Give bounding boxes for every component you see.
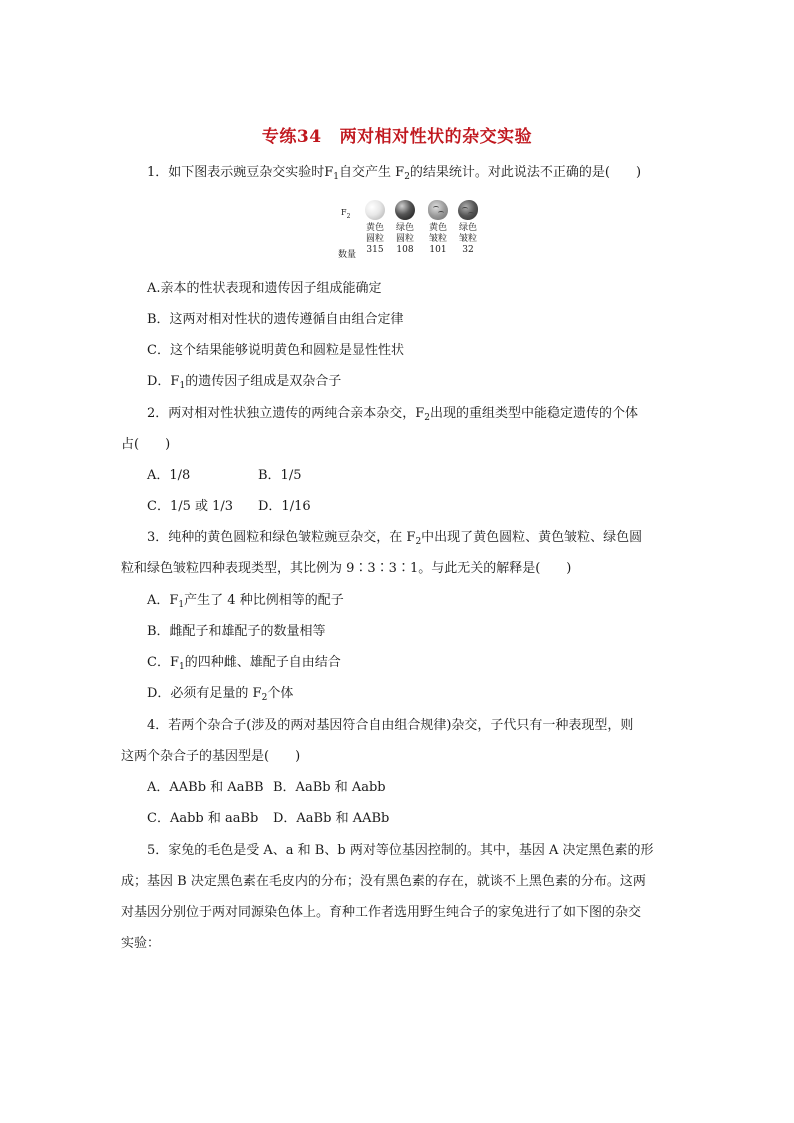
q4-options-row1 bbox=[147, 778, 707, 798]
title-main: 两对相对性状的杂交实验 bbox=[339, 127, 533, 147]
phenotype-yellow-round: 黄色 圆粒 315 bbox=[365, 223, 384, 255]
generation-label: $F_2$ bbox=[341, 208, 351, 220]
q3-option-d: D．必须有足量的 $F_2$个体 bbox=[147, 686, 294, 703]
q4-stem-line2: 这两个杂合子的基因型是( ) bbox=[121, 749, 301, 764]
page-title bbox=[0, 122, 794, 147]
q3-stem-line1: 3．纯种的黄色圆粒和绿色皱粒豌豆杂交，在 $F_2$中出现了黄色圆粒、黄色皱粒、绿色圆 bbox=[147, 530, 643, 547]
q4-options-row2 bbox=[147, 809, 707, 829]
q3-option-c: C．$F_1$的四种雌、雄配子自由结合 bbox=[147, 655, 341, 672]
q2-option-d: D．1/16 bbox=[258, 499, 311, 514]
q2-option-a: A．1/8 bbox=[147, 468, 191, 483]
q1-stem: 1．如下图表示豌豆杂交实验时$F_1$自交产生 $F_2$的结果统计。对此说法不正确的是( ) bbox=[147, 165, 642, 182]
q2-option-b: B．1/5 bbox=[258, 468, 302, 483]
q4-option-b: B．AaBb 和 Aabb bbox=[273, 780, 386, 795]
count-row-label: 数量 bbox=[338, 250, 357, 260]
q5-line1: 5．家兔的毛色是受 A、a 和 B、b 两对等位基因控制的。其中，基因 A 决定黑色素的形 bbox=[147, 843, 654, 858]
q5-line2: 成；基因 B 决定黑色素在毛皮内的分布；没有黑色素的存在，就谈不上黑色素的分布。这两 bbox=[121, 874, 646, 889]
q5-line3: 对基因分别位于两对同源染色体上。育种工作者选用野生纯合子的家兔进行了如下图的杂交 bbox=[121, 905, 642, 920]
q3-stem-line2: 粒和绿色皱粒四种表现类型，其比例为 9∶3∶3∶1。与此无关的解释是( ) bbox=[121, 561, 572, 576]
title-prefix: 专练34 bbox=[261, 127, 322, 147]
q3-option-a: A．$F_1$产生了 4 种比例相等的配子 bbox=[147, 593, 344, 610]
q1-option-b: B．这两对相对性状的遗传遵循自由组合定律 bbox=[147, 312, 404, 327]
q4-option-d: D．AaBb 和 AABb bbox=[273, 811, 390, 826]
green-wrinkled-pea-image bbox=[458, 200, 478, 220]
q2-stem-line1: 2．两对相对性状独立遗传的两纯合亲本杂交，$F_2$出现的重组类型中能稳定遗传的个体 bbox=[147, 406, 639, 423]
yellow-round-pea-image bbox=[365, 200, 385, 220]
q2-options-row1 bbox=[147, 466, 707, 486]
q2-option-c: C．1/5 或 1/3 bbox=[147, 499, 234, 514]
q4-option-c: C．Aabb 和 aaBb bbox=[147, 811, 259, 826]
q1-option-a: A.亲本的性状表现和遗传因子组成能确定 bbox=[147, 281, 382, 296]
phenotype-yellow-wrinkled: 黄色 皱粒 101 bbox=[428, 223, 447, 255]
pea-result-figure bbox=[338, 196, 498, 260]
q4-option-a: A．AABb 和 AaBB bbox=[147, 780, 264, 795]
q4-stem-line1: 4．若两个杂合子(涉及的两对基因符合自由组合规律)杂交，子代只有一种表现型，则 bbox=[147, 718, 634, 733]
green-round-pea-image bbox=[395, 200, 415, 220]
q1-option-d: D．$F_1$的遗传因子组成是双杂合子 bbox=[147, 374, 342, 391]
q3-option-b: B．雌配子和雄配子的数量相等 bbox=[147, 624, 326, 639]
q2-stem-line2: 占( ) bbox=[121, 437, 171, 452]
yellow-wrinkled-pea-image bbox=[428, 200, 448, 220]
phenotype-green-wrinkled: 绿色 皱粒 32 bbox=[458, 223, 477, 255]
q1-option-c: C．这个结果能够说明黄色和圆粒是显性性状 bbox=[147, 343, 404, 358]
phenotype-green-round: 绿色 圆粒 108 bbox=[395, 223, 414, 255]
q5-line4: 实验： bbox=[121, 936, 161, 951]
q2-options-row2 bbox=[147, 497, 707, 517]
